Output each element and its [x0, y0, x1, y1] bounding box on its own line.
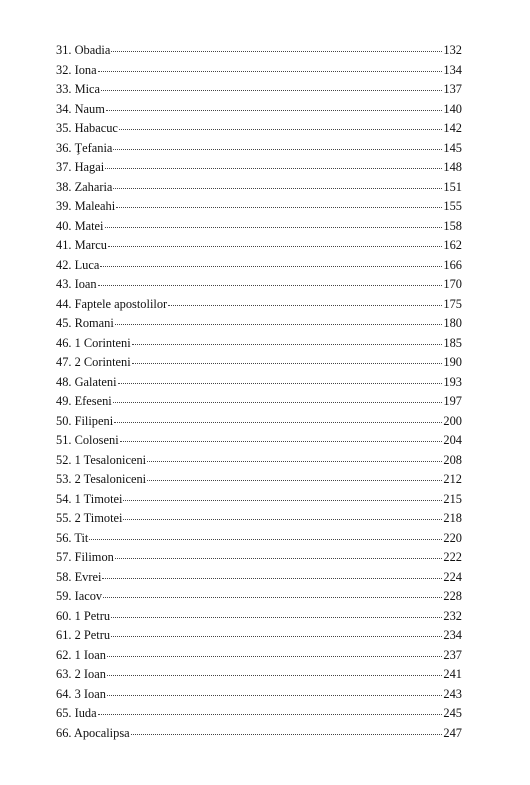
- dot-leader: [132, 343, 443, 345]
- toc-entry-title: 34. Naum: [56, 101, 105, 116]
- toc-entry: [56, 139, 462, 159]
- toc-entry: [56, 548, 462, 568]
- toc-entry: [56, 41, 462, 61]
- toc-entry: [56, 119, 462, 139]
- toc-entry: [56, 256, 462, 276]
- toc-entry-page-number: 145: [443, 140, 462, 155]
- dot-leader: [98, 284, 443, 286]
- toc-entry: [56, 295, 462, 315]
- toc-entry-page-number: 212: [443, 472, 462, 486]
- toc-entry-title: 36. Ţefania: [56, 140, 113, 155]
- toc-entry: [56, 704, 462, 724]
- toc-entry-title: 63. 2 Ioan: [56, 667, 106, 681]
- toc-entry: [56, 568, 462, 588]
- dot-leader: [101, 89, 442, 91]
- toc-entry-page-number: 204: [443, 433, 462, 447]
- table-of-contents: [56, 41, 462, 743]
- toc-entry-page-number: 180: [443, 316, 462, 330]
- toc-entry-page-number: 193: [443, 374, 462, 389]
- toc-entry-page-number: 220: [443, 530, 462, 545]
- toc-entry: [56, 373, 462, 393]
- toc-entry-title: 44. Faptele apostolilor: [56, 296, 168, 311]
- toc-entry-page-number: 218: [443, 511, 462, 525]
- toc-entry: [56, 646, 462, 666]
- toc-entry-title: 40. Matei: [56, 218, 104, 233]
- toc-entry-page-number: 162: [443, 238, 462, 252]
- toc-entry: [56, 275, 462, 295]
- toc-entry-title: 60. 1 Petru: [56, 608, 111, 623]
- dot-leader: [131, 733, 443, 735]
- toc-entry-title: 49. Efeseni: [56, 394, 112, 408]
- toc-entry-page-number: 241: [443, 667, 462, 681]
- toc-entry-title: 51. Coloseni: [56, 433, 119, 447]
- dot-leader: [105, 226, 443, 228]
- dot-leader: [116, 206, 442, 208]
- toc-entry-page-number: 208: [443, 452, 462, 467]
- toc-entry: [56, 80, 462, 100]
- toc-entry-title: 39. Maleahi: [56, 199, 116, 213]
- toc-entry: [56, 392, 462, 412]
- toc-entry-page-number: 232: [443, 608, 462, 623]
- toc-entry: [56, 314, 462, 334]
- toc-entry-title: 64. 3 Ioan: [56, 686, 106, 701]
- toc-entry-page-number: 228: [443, 589, 462, 603]
- toc-entry: [56, 724, 462, 744]
- toc-entry: [56, 178, 462, 198]
- toc-entry-title: 41. Marcu: [56, 238, 107, 252]
- toc-entry-title: 43. Ioan: [56, 277, 97, 291]
- toc-entry-page-number: 132: [443, 43, 462, 57]
- dot-leader: [111, 50, 442, 52]
- toc-entry-page-number: 222: [443, 550, 462, 564]
- dot-leader: [147, 479, 442, 481]
- dot-leader: [132, 362, 443, 364]
- toc-entry: [56, 470, 462, 490]
- toc-entry-page-number: 142: [443, 121, 462, 135]
- toc-entry-title: 50. Filipeni: [56, 413, 114, 428]
- toc-entry-page-number: 158: [443, 218, 462, 233]
- toc-entry-title: 48. Galateni: [56, 374, 117, 389]
- toc-entry: [56, 100, 462, 120]
- toc-entry-page-number: 234: [443, 628, 462, 642]
- dot-leader: [115, 557, 443, 559]
- toc-entry-title: 53. 2 Tesaloniceni: [56, 472, 147, 486]
- toc-entry-title: 32. Iona: [56, 62, 97, 77]
- toc-entry-title: 45. Romani: [56, 316, 114, 330]
- toc-entry-page-number: 166: [443, 257, 462, 272]
- toc-entry: [56, 607, 462, 627]
- toc-entry-title: 31. Obadia: [56, 43, 111, 57]
- dot-leader: [111, 635, 442, 637]
- toc-entry: [56, 529, 462, 549]
- toc-entry-title: 38. Zaharia: [56, 179, 113, 194]
- toc-entry-title: 62. 1 Ioan: [56, 647, 106, 662]
- toc-entry: [56, 431, 462, 451]
- toc-entry: [56, 412, 462, 432]
- toc-entry-page-number: 151: [443, 179, 462, 194]
- toc-entry: [56, 665, 462, 685]
- dot-leader: [98, 70, 443, 72]
- toc-entry-title: 54. 1 Timotei: [56, 491, 123, 506]
- toc-entry-page-number: 200: [443, 413, 462, 428]
- toc-entry-title: 47. 2 Corinteni: [56, 355, 131, 369]
- toc-entry: [56, 236, 462, 256]
- toc-entry-title: 59. Iacov: [56, 589, 103, 603]
- toc-entry: [56, 334, 462, 354]
- dot-leader: [115, 323, 443, 325]
- toc-entry-title: 37. Hagai: [56, 160, 105, 174]
- dot-leader: [119, 128, 442, 130]
- toc-entry-page-number: 247: [443, 725, 462, 740]
- toc-entry-title: 35. Habacuc: [56, 121, 118, 135]
- dot-leader: [118, 382, 443, 384]
- dot-leader: [103, 596, 442, 598]
- dot-leader: [107, 655, 443, 657]
- toc-entry-title: 65. Iuda: [56, 706, 97, 720]
- toc-entry-title: 46. 1 Corinteni: [56, 335, 131, 350]
- toc-entry-title: 56. Tit: [56, 530, 89, 545]
- dot-leader: [123, 518, 442, 520]
- toc-entry-title: 52. 1 Tesaloniceni: [56, 452, 147, 467]
- dot-leader: [120, 440, 443, 442]
- toc-entry-title: 66. Apocalipsa: [56, 725, 130, 740]
- toc-entry-page-number: 197: [443, 394, 462, 408]
- toc-entry-page-number: 243: [443, 686, 462, 701]
- dot-leader: [102, 577, 442, 579]
- toc-entry: [56, 451, 462, 471]
- toc-entry: [56, 61, 462, 81]
- dot-leader: [113, 401, 443, 403]
- toc-entry-page-number: 215: [443, 491, 462, 506]
- toc-entry-title: 58. Evrei: [56, 569, 102, 584]
- toc-entry: [56, 158, 462, 178]
- dot-leader: [168, 304, 442, 306]
- toc-entry-page-number: 185: [443, 335, 462, 350]
- toc-entry-title: 42. Luca: [56, 257, 100, 272]
- toc-entry: [56, 626, 462, 646]
- toc-entry-title: 33. Mica: [56, 82, 101, 96]
- dot-leader: [147, 460, 442, 462]
- dot-leader: [105, 167, 442, 169]
- toc-entry: [56, 197, 462, 217]
- dot-leader: [114, 421, 442, 423]
- toc-entry-title: 61. 2 Petru: [56, 628, 111, 642]
- toc-entry: [56, 509, 462, 529]
- dot-leader: [106, 109, 443, 111]
- toc-entry-page-number: 237: [443, 647, 462, 662]
- toc-entry-page-number: 175: [443, 296, 462, 311]
- toc-entry-title: 55. 2 Timotei: [56, 511, 123, 525]
- toc-entry-page-number: 140: [443, 101, 462, 116]
- dot-leader: [113, 148, 442, 150]
- dot-leader: [100, 265, 442, 267]
- toc-entry-page-number: 170: [443, 277, 462, 291]
- dot-leader: [98, 713, 443, 715]
- toc-entry-page-number: 224: [443, 569, 462, 584]
- toc-entry-page-number: 190: [443, 355, 462, 369]
- dot-leader: [113, 187, 442, 189]
- toc-entry-title: 57. Filimon: [56, 550, 114, 564]
- toc-entry-page-number: 245: [443, 706, 462, 720]
- dot-leader: [108, 245, 442, 247]
- dot-leader: [107, 674, 443, 676]
- dot-leader: [107, 694, 443, 696]
- toc-entry-page-number: 155: [443, 199, 462, 213]
- toc-entry: [56, 490, 462, 510]
- toc-entry-page-number: 148: [443, 160, 462, 174]
- toc-entry: [56, 685, 462, 705]
- toc-entry-page-number: 134: [443, 62, 462, 77]
- toc-entry: [56, 587, 462, 607]
- dot-leader: [111, 616, 442, 618]
- toc-entry-page-number: 137: [443, 82, 462, 96]
- toc-entry: [56, 217, 462, 237]
- dot-leader: [123, 499, 442, 501]
- toc-entry: [56, 353, 462, 373]
- dot-leader: [89, 538, 442, 540]
